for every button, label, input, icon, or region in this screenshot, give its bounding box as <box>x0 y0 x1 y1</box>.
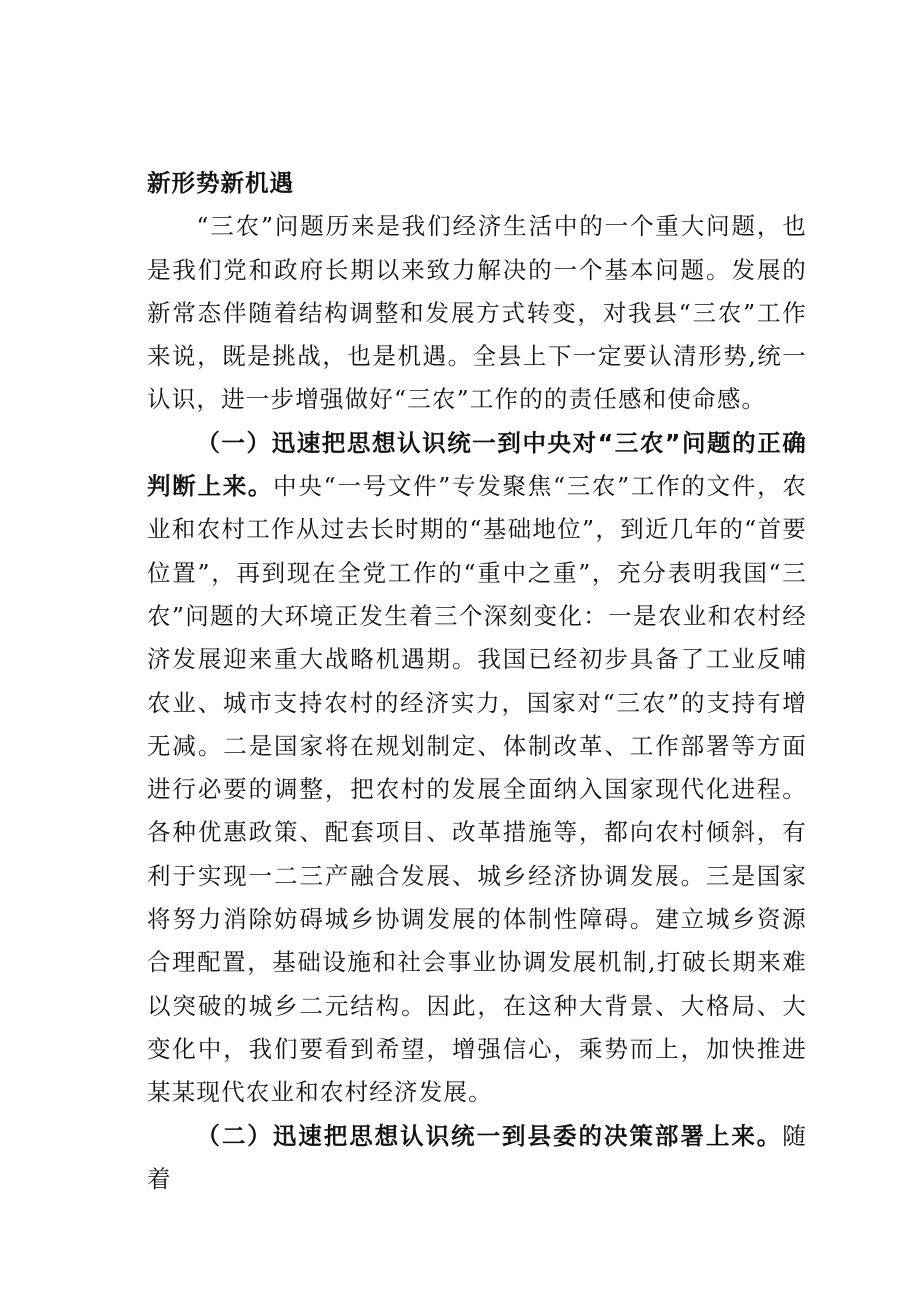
paragraph-lead: （二）迅速把思想认识统一到县委的决策部署上来。 <box>196 1121 783 1150</box>
document-body <box>147 162 807 1201</box>
paragraph-text: 中央“一号文件”专发聚焦“三农”工作的文件，农业和农村工作从过去长时期的“基础地位”，到近几年的“首要位置”，再到现在全党工作的“重中之重”，充分表明我国“三农”问题的大环境正发生着三个深刻变化：一是农业和农村经济发展迎来重大战略机遇期。我国已经初步具备了工业反哺农业、城市支持农村的经济实力，国家对“三农”的支持有增无减。二是国家将在规划制定、体制改革、工作部署等方面进行必要的调整，把农村的发展全面纳入国家现代化进程。各种优惠政策、配套项目、改革措施等，都向农村倾斜，有利于实现一二三产融合发展、城乡经济协调发展。三是国家将努力消除妨碍城乡协调发展的体制性障碍。建立城乡资源合理配置，基础设施和社会事业协调发展机制,打破长期来难以突破的城乡二元结构。因此，在这种大背景、大格局、大变化中，我们要看到希望，增强信心，乘势而上，加快推进某某现代农业和农村经济发展。 <box>147 472 807 1107</box>
paragraph-intro <box>147 205 807 421</box>
paragraph-lead: （一）迅速把思想认识统一到中央对“三农”问题的正确判断上来。 <box>147 428 807 501</box>
paragraph-point-2 <box>147 1115 807 1202</box>
paragraph-text: “三农”问题历来是我们经济生活中的一个重大问题，也是我们党和政府长期以来致力解决的一个基本问题。发展的新常态伴随着结构调整和发展方式转变，对我县“三农”工作来说，既是挑战，也是机遇。全县上下一定要认清形势,统一认识，进一步增强做好“三农”工作的的责任感和使命感。 <box>147 212 807 414</box>
paragraph-text: 随着 <box>147 1121 807 1193</box>
paragraph-point-1 <box>147 422 807 1115</box>
section-heading: 新形势新机遇 <box>147 169 294 197</box>
